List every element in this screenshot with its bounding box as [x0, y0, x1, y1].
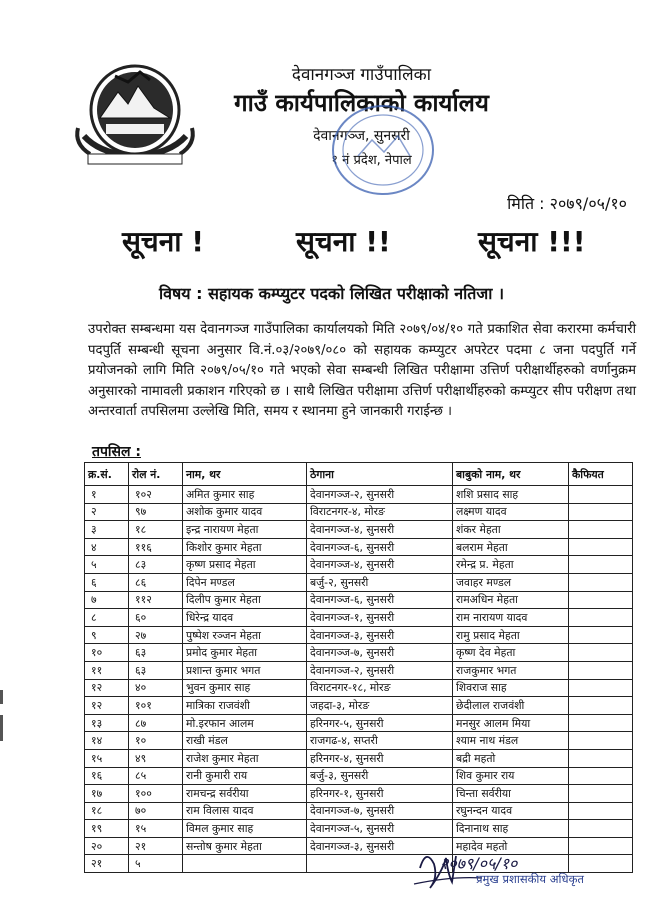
name-cell: राजेश कुमार मेहता [183, 749, 307, 767]
remarks-cell [569, 697, 633, 715]
father-name-cell: शशि प्रसाद साह [453, 486, 569, 504]
name-cell: विमल कुमार साह [183, 820, 307, 838]
serial-number-cell: २१ [85, 855, 129, 873]
roll-number-cell: ४० [129, 679, 183, 697]
roll-number-cell: १०० [129, 785, 183, 803]
serial-number-cell: १३ [85, 714, 129, 732]
address-cell: देवानगञ्ज-३, सुनसरी [307, 626, 453, 644]
address-cell: देवानगञ्ज-४, सुनसरी [307, 556, 453, 574]
name-cell: प्रमोद कुमार मेहता [183, 644, 307, 662]
father-name-cell: दिनानाथ साह [453, 820, 569, 838]
father-name-cell: राजकुमार भगत [453, 661, 569, 679]
address-cell: देवानगञ्ज-७, सुनसरी [307, 802, 453, 820]
serial-number-cell: १२ [85, 697, 129, 715]
roll-number-cell: ८५ [129, 767, 183, 785]
address-cell: बर्जु-३, सुनसरी [307, 767, 453, 785]
column-header: बाबुको नाम, थर [453, 463, 569, 486]
remarks-cell [569, 521, 633, 539]
office-stamp-icon [328, 100, 438, 200]
roll-number-cell: ११६ [129, 538, 183, 556]
name-cell: दिपेन मण्डल [183, 573, 307, 591]
serial-number-cell: २० [85, 837, 129, 855]
remarks-cell [569, 732, 633, 750]
remarks-cell [569, 767, 633, 785]
roll-number-cell: ९७ [129, 503, 183, 521]
notice-body: उपरोक्त सम्बन्धमा यस देवानगञ्ज गाउँपालिका कार्यालयको मिति २०७९/०४/१० गते प्रकाशित सेवा करारमा कर्मचारी पदपुर्ति सम्बन्धी सूचना अनुसार वि.नं.०३/२०७९/०८० को सहायक कम्प्युटर अपरेटर पदमा ८ जना पदपुर्ति गर्ने प्रयोजनको लागि मिति २०७९/०५/१० गते भएको सेवा सम्बन्धी लिखित परीक्षामा उत्तिर्ण परीक्षार्थीहरुको वर्णानुक्रम अनुसारको नामावली प्रकाशन गरिएको छ । साथै लिखित परीक्षामा उत्तिर्ण परीक्षार्थीहरुको कम्प्युटर सीप परीक्षण तथा अन्तरवार्ता तपसिलमा उल्लेखि मिति, समय र स्थानमा हुने जानकारी गराईन्छ । [88, 322, 636, 420]
remarks-cell [569, 749, 633, 767]
name-cell: सन्तोष कुमार मेहता [183, 837, 307, 855]
remarks-cell [569, 573, 633, 591]
table-row [85, 697, 633, 715]
remarks-cell [569, 486, 633, 504]
notice-subject: विषय : सहायक कम्प्युटर पदको लिखित परीक्षाको नतिजा । [158, 284, 505, 303]
notice-headings [0, 222, 663, 262]
name-cell: अशोक कुमार यादव [183, 503, 307, 521]
roll-number-cell: २१ [129, 837, 183, 855]
serial-number-cell: १२ [85, 679, 129, 697]
table-row [85, 661, 633, 679]
name-cell: कृष्ण प्रसाद मेहता [183, 556, 307, 574]
table-row [85, 767, 633, 785]
table-body [85, 486, 633, 873]
father-name-cell: श्याम नाथ मंडल [453, 732, 569, 750]
father-name-cell: बलराम मेहता [453, 538, 569, 556]
table-row [85, 486, 633, 504]
father-name-cell: महादेव महतो [453, 837, 569, 855]
address-cell: देवानगञ्ज-३, सुनसरी [307, 837, 453, 855]
table-row [85, 785, 633, 803]
roll-number-cell: ६३ [129, 644, 183, 662]
father-name-cell: राम नारायण यादव [453, 609, 569, 627]
roll-number-cell: ११२ [129, 591, 183, 609]
table-row [85, 538, 633, 556]
province-line: १ नं प्रदेश, नेपाल [331, 153, 412, 168]
father-name-cell: शंकर मेहता [453, 521, 569, 539]
address-cell: राजगढ-४, सप्तरी [307, 732, 453, 750]
table-row [85, 503, 633, 521]
father-name-cell: रमेन्द्र प्र. मेहता [453, 556, 569, 574]
serial-number-cell: ११ [85, 661, 129, 679]
roll-number-cell: ६३ [129, 661, 183, 679]
father-name-cell: लक्ष्मण यादव [453, 503, 569, 521]
serial-number-cell: १७ [85, 785, 129, 803]
serial-number-cell: ४ [85, 538, 129, 556]
gaunpalika-name: देवानगञ्ज गाउँपालिका [291, 65, 432, 85]
table-row [85, 714, 633, 732]
name-cell: राम विलास यादव [183, 802, 307, 820]
results-table [84, 462, 633, 873]
name-cell: राखी मंडल [183, 732, 307, 750]
roll-number-cell: ८३ [129, 556, 183, 574]
address-cell: हरिनगर-५, सुनसरी [307, 714, 453, 732]
roll-number-cell: १५ [129, 820, 183, 838]
father-name-cell: रामु प्रसाद मेहता [453, 626, 569, 644]
father-name-cell: मनसुर आलम मिया [453, 714, 569, 732]
table-row [85, 749, 633, 767]
serial-number-cell: १० [85, 644, 129, 662]
address-cell: देवानगञ्ज-७, सुनसरी [307, 644, 453, 662]
father-name-cell: छेदीलाल राजवंशी [453, 697, 569, 715]
remarks-cell [569, 661, 633, 679]
notice-heading: सूचना ! [122, 225, 205, 258]
address-cell: विराटनगर-१८, मोरङ [307, 679, 453, 697]
table-header-row [85, 463, 633, 486]
serial-number-cell: ८ [85, 609, 129, 627]
roll-number-cell: १८ [129, 521, 183, 539]
serial-number-cell: १६ [85, 767, 129, 785]
roll-number-cell: ५ [129, 855, 183, 873]
table-row [85, 609, 633, 627]
name-cell: रामचन्द्र सर्वरीया [183, 785, 307, 803]
remarks-cell [569, 714, 633, 732]
name-cell: किशोर कुमार मेहता [183, 538, 307, 556]
address-cell: देवानगञ्ज-४, सुनसरी [307, 521, 453, 539]
address-cell: जहदा-३, मोरङ [307, 697, 453, 715]
address-cell: देवानगञ्ज-६, सुनसरी [307, 538, 453, 556]
address-cell: देवानगञ्ज-२, सुनसरी [307, 486, 453, 504]
table-row [85, 820, 633, 838]
column-header: नाम, थर [183, 463, 307, 486]
address-cell: हरिनगर-४, सुनसरी [307, 749, 453, 767]
remarks-cell [569, 802, 633, 820]
name-cell [183, 855, 307, 873]
address-cell: देवानगञ्ज-५, सुनसरी [307, 820, 453, 838]
father-name-cell: शिवराज साह [453, 679, 569, 697]
remarks-cell [569, 538, 633, 556]
father-name-cell: शिव कुमार राय [453, 767, 569, 785]
address-cell: देवानगञ्ज-२, सुनसरी [307, 661, 453, 679]
remarks-cell [569, 644, 633, 662]
serial-number-cell: ६ [85, 573, 129, 591]
address-cell: बर्जु-२, सुनसरी [307, 573, 453, 591]
roll-number-cell: १०२ [129, 486, 183, 504]
name-cell: प्रशान्त कुमार भगत [183, 661, 307, 679]
father-name-cell: जवाहर मण्डल [453, 573, 569, 591]
father-name-cell: बद्री महतो [453, 749, 569, 767]
roll-number-cell: १० [129, 732, 183, 750]
margin-mark [0, 715, 3, 741]
table-row [85, 591, 633, 609]
column-header: ठेगाना [307, 463, 453, 486]
name-cell: अमित कुमार साह [183, 486, 307, 504]
notice-date: मिति : २०७९/०५/१० [507, 194, 627, 213]
notice-heading: सूचना !! [296, 225, 391, 258]
address-cell: देवानगञ्ज-१, सुनसरी [307, 609, 453, 627]
table-row [85, 802, 633, 820]
table-row [85, 679, 633, 697]
remarks-cell [569, 609, 633, 627]
father-name-cell: कृष्ण देव मेहता [453, 644, 569, 662]
serial-number-cell: १५ [85, 749, 129, 767]
father-name-cell: चिन्ता सर्वरीया [453, 785, 569, 803]
remarks-cell [569, 626, 633, 644]
roll-number-cell: ८७ [129, 714, 183, 732]
remarks-cell [569, 591, 633, 609]
name-cell: धिरेन्द्र यादव [183, 609, 307, 627]
details-label: तपसिल : [92, 444, 141, 460]
signature-date: २०७९/०५/१० [440, 854, 518, 873]
serial-number-cell: ७ [85, 591, 129, 609]
serial-number-cell: १८ [85, 802, 129, 820]
serial-number-cell: २ [85, 503, 129, 521]
name-cell: इन्द्र नारायण मेहता [183, 521, 307, 539]
table-row [85, 732, 633, 750]
name-cell: दिलीप कुमार मेहता [183, 591, 307, 609]
remarks-cell [569, 679, 633, 697]
name-cell: मो.इरफान आलम [183, 714, 307, 732]
roll-number-cell: १०१ [129, 697, 183, 715]
remarks-cell [569, 503, 633, 521]
table-row [85, 626, 633, 644]
address-cell: देवानगञ्ज-६, सुनसरी [307, 591, 453, 609]
serial-number-cell: ९ [85, 626, 129, 644]
office-address: देवानगञ्ज, सुनसरी [313, 128, 410, 144]
column-header: कैफियत [569, 463, 633, 486]
name-cell: रानी कुमारी राय [183, 767, 307, 785]
serial-number-cell: १ [85, 486, 129, 504]
remarks-cell [569, 556, 633, 574]
remarks-cell [569, 820, 633, 838]
remarks-cell [569, 785, 633, 803]
name-cell: पुष्पेश रञ्जन मेहता [183, 626, 307, 644]
column-header: रोल नं. [129, 463, 183, 486]
serial-number-cell: १९ [85, 820, 129, 838]
serial-number-cell: १४ [85, 732, 129, 750]
table-row [85, 556, 633, 574]
serial-number-cell: ३ [85, 521, 129, 539]
office-title: गाउँ कार्यपालिकाको कार्यालय [234, 89, 489, 117]
signatory-title: प्रमुख प्रशासकीय अधिकृत [476, 872, 584, 886]
roll-number-cell: ६० [129, 609, 183, 627]
serial-number-cell: ५ [85, 556, 129, 574]
name-cell: मात्रिका राजवंशी [183, 697, 307, 715]
roll-number-cell: ४९ [129, 749, 183, 767]
roll-number-cell: ७० [129, 802, 183, 820]
column-header: क्र.सं. [85, 463, 129, 486]
roll-number-cell: ८६ [129, 573, 183, 591]
father-name-cell: रामअधिन मेहता [453, 591, 569, 609]
roll-number-cell: २७ [129, 626, 183, 644]
margin-mark [0, 690, 3, 704]
address-cell: हरिनगर-१, सुनसरी [307, 785, 453, 803]
name-cell: भुवन कुमार साह [183, 679, 307, 697]
table-row [85, 521, 633, 539]
address-cell: विराटनगर-४, मोरङ [307, 503, 453, 521]
notice-heading: सूचना !!! [478, 225, 586, 258]
table-row [85, 573, 633, 591]
father-name-cell: रघुनन्दन यादव [453, 802, 569, 820]
table-row [85, 644, 633, 662]
